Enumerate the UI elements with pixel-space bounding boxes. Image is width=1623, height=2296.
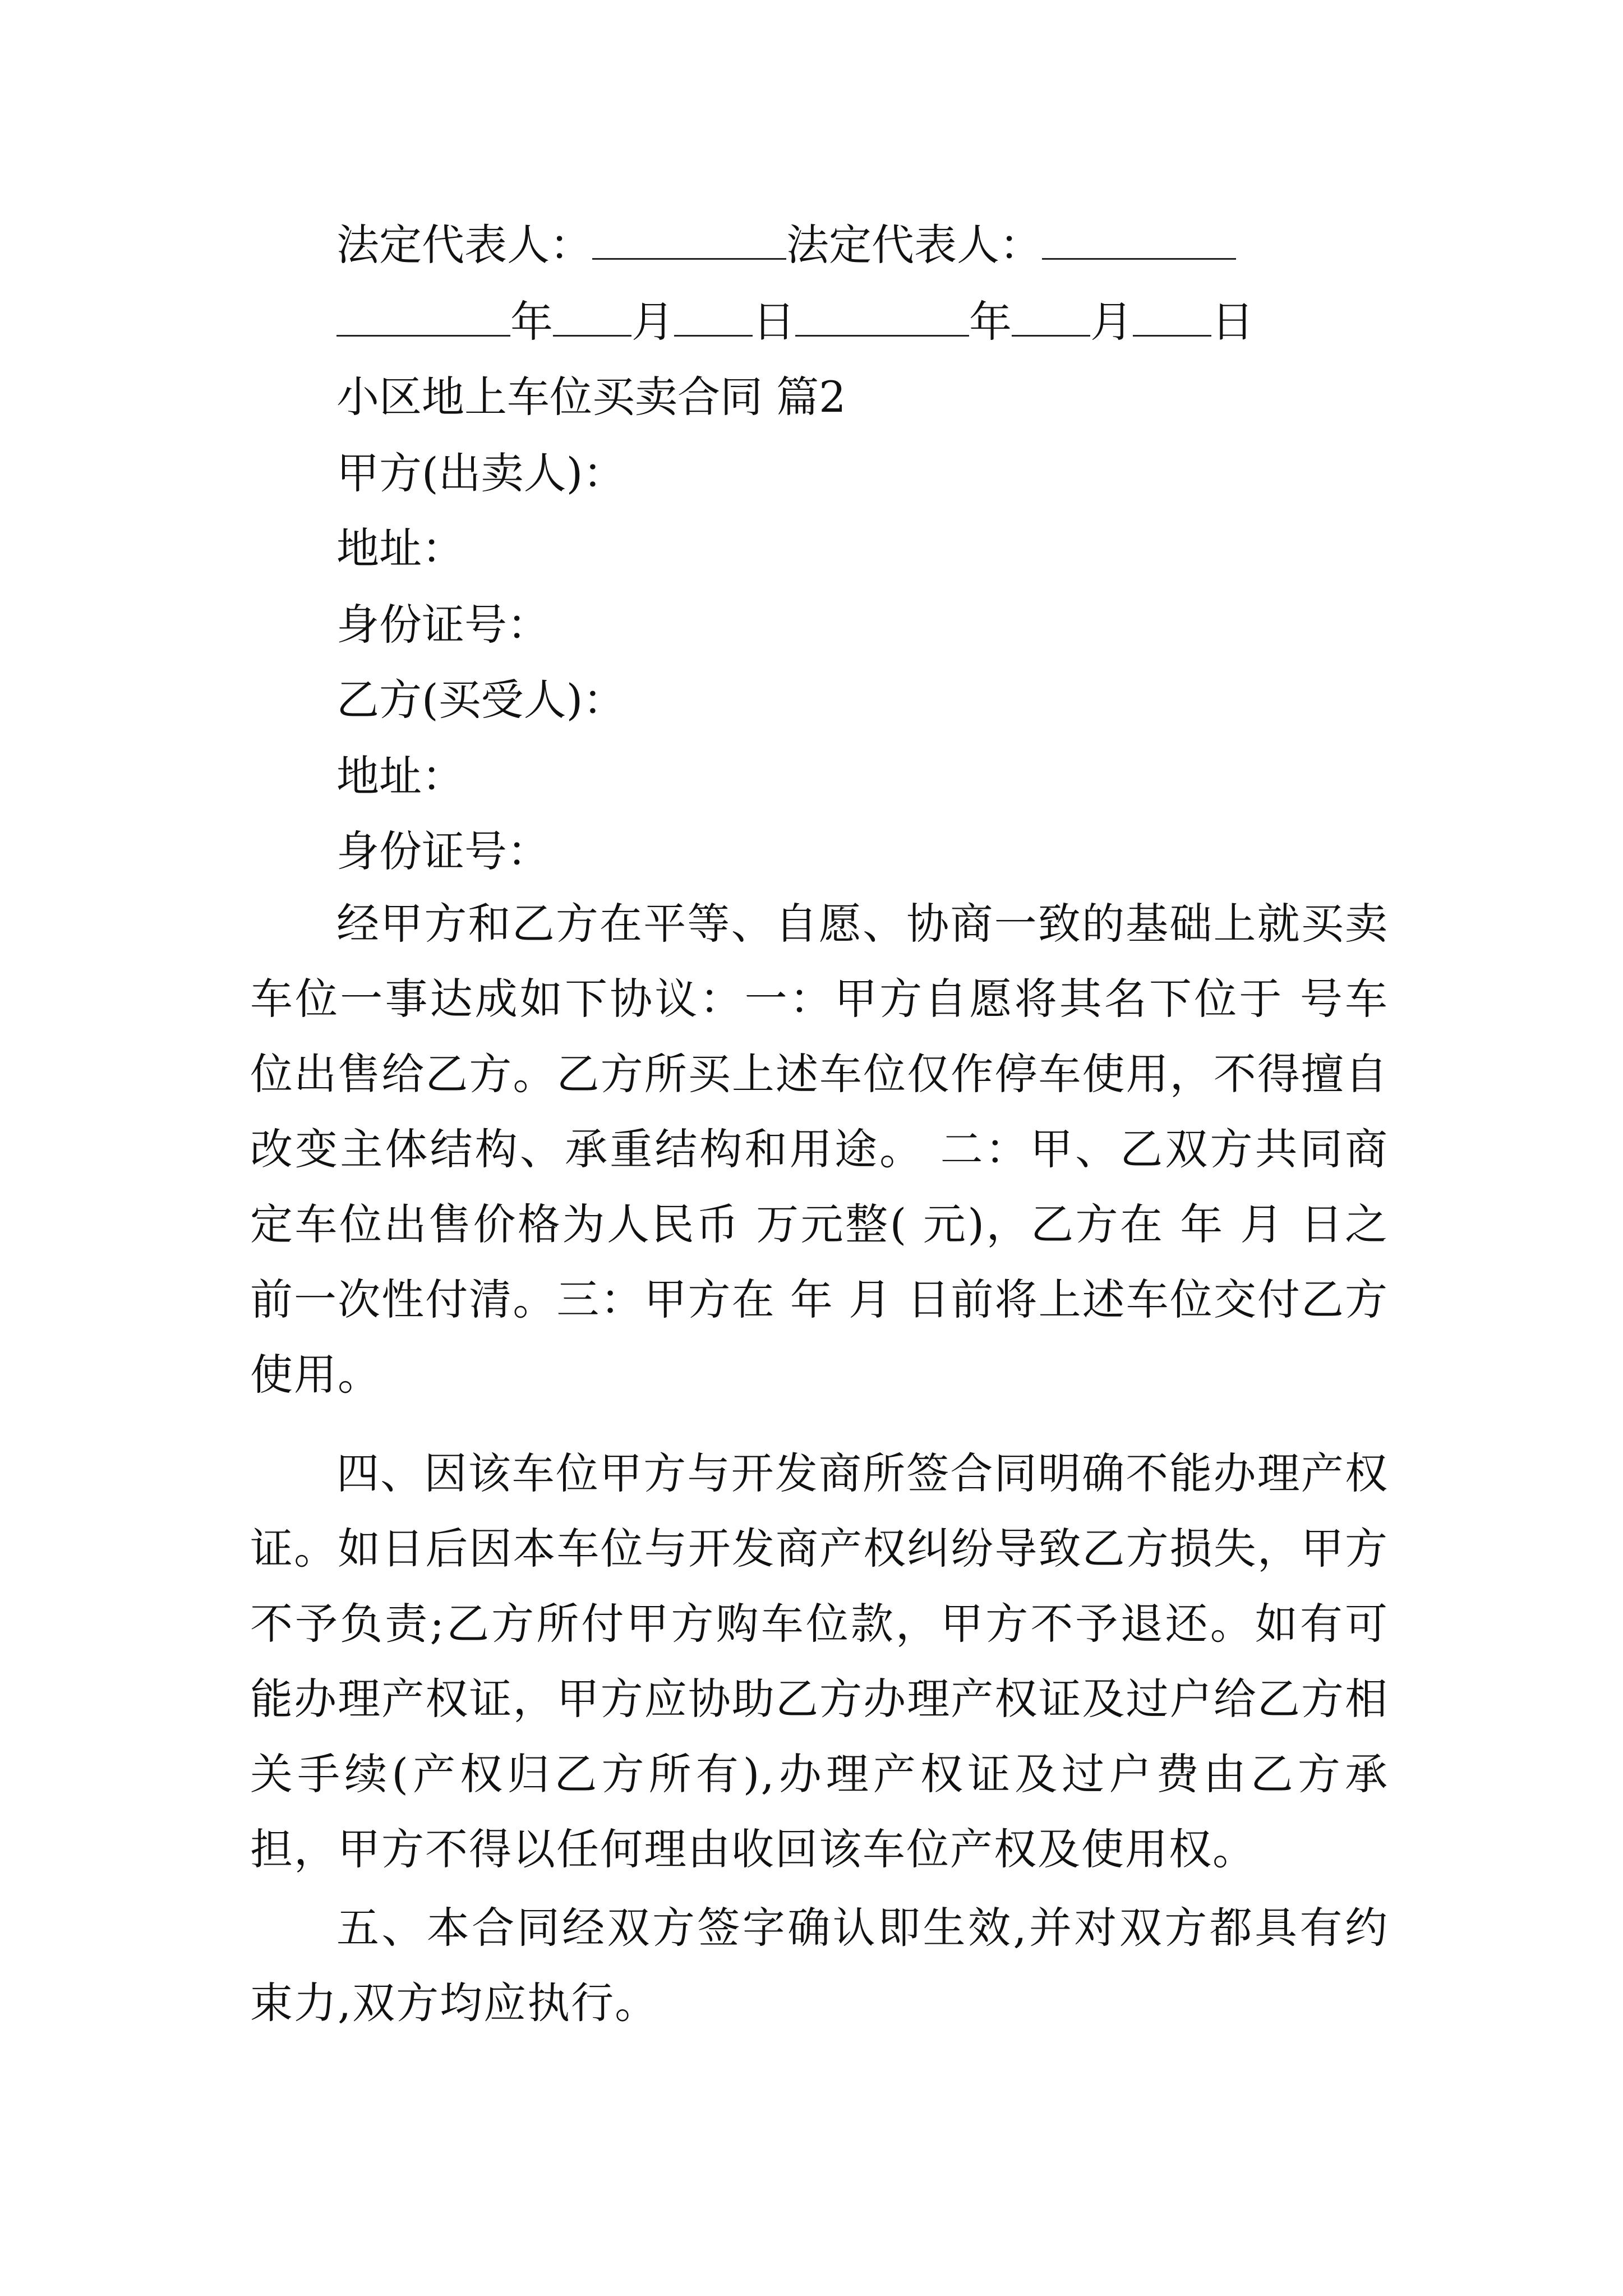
party-b-address: 地址：	[336, 751, 464, 801]
day-label-b: 日	[1211, 297, 1254, 347]
party-a-id: 身份证号：	[336, 600, 550, 650]
month-label-b: 月	[1090, 297, 1133, 347]
month-label-a: 月	[631, 297, 674, 347]
year-blank-a	[336, 300, 510, 337]
agreement-paragraph-1: 经甲方和乙方在平等、自愿、协商一致的基础上就买卖车位一事达成如下协议：一：甲方自愿将其名下位于 号车位出售给乙方。乙方所买上述车位仅作停车使用，不得擅自改变主体结构、承重结构和用途。 二：甲、乙双方共同商定车位出售价格为人民币 万元整( 元)，乙方在 年 月 日之前一次性付清。三：甲方在 年 月 日前将上述车位交付乙方使用。	[250, 899, 1389, 1400]
legal-rep-blank-a	[592, 223, 786, 260]
section-title: 小区地上车位买卖合同 篇2	[336, 372, 846, 422]
year-label-a: 年	[510, 297, 553, 347]
legal-rep-blank-b	[1042, 223, 1236, 260]
year-label-b: 年	[969, 297, 1012, 347]
day-label-a: 日	[753, 297, 795, 347]
day-blank-a	[674, 300, 753, 337]
month-blank-b	[1012, 300, 1090, 337]
year-blank-b	[795, 300, 969, 337]
legal-rep-label-b: 法定代表人：	[786, 220, 1042, 270]
party-b-label: 乙方(买受人)：	[336, 675, 626, 725]
day-blank-b	[1133, 300, 1211, 337]
legal-rep-label-a: 法定代表人：	[336, 220, 592, 270]
agreement-paragraph-2: 四、因该车位甲方与开发商所签合同明确不能办理产权证。如日后因本车位与开发商产权纠纷导致乙方损失，甲方不予负责;乙方所付甲方购车位款，甲方不予退还。如有可能办理产权证，甲方应协助乙方办理产权证及过户给乙方相关手续(产权归乙方所有),办理产权证及过户费由乙方承担，甲方不得以任何理由收回该车位产权及使用权。	[250, 1448, 1389, 1874]
date-line	[336, 297, 1254, 347]
party-a-label: 甲方(出卖人)：	[336, 448, 626, 498]
party-a-address: 地址：	[336, 523, 464, 573]
legal-rep-line	[336, 220, 1236, 270]
party-b-id: 身份证号：	[336, 826, 550, 876]
month-blank-a	[553, 300, 631, 337]
agreement-paragraph-3: 五、本合同经双方签字确认即生效,并对双方都具有约束力,双方均应执行。	[250, 1903, 1389, 2028]
